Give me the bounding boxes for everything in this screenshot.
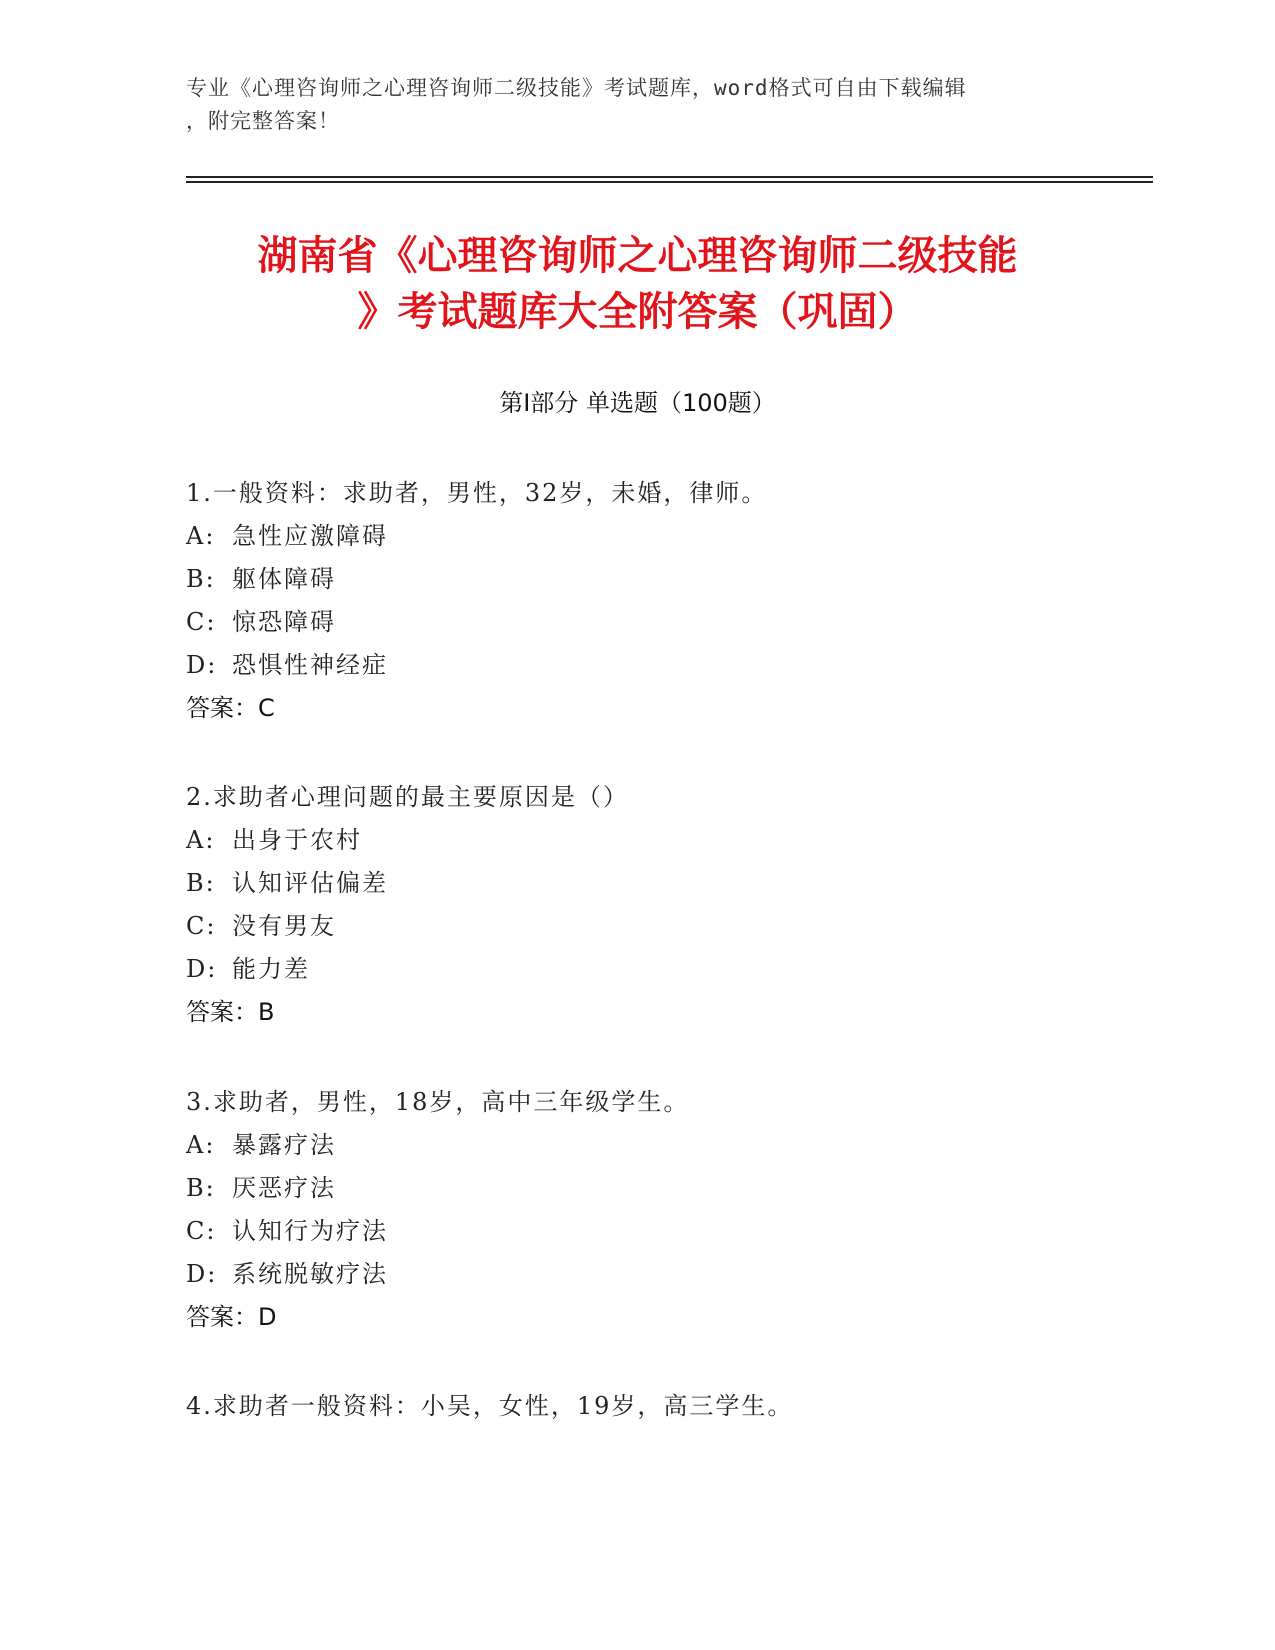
option-c [186,605,336,639]
option-text: 急性应激障碍 [232,522,388,550]
option-text: 躯体障碍 [232,565,336,593]
option-label: B: [186,565,216,593]
option-d [186,952,310,986]
document-title-line-1: 湖南省《心理咨询师之心理咨询师二级技能 [257,233,1018,279]
answer-line: 答案：C [186,694,275,722]
option-a [186,1128,336,1162]
option-d [186,1257,388,1291]
option-text: 系统脱敏疗法 [232,1260,388,1288]
option-label: B: [186,1174,216,1202]
question-stem: 2.求助者心理问题的最主要原因是（） [186,783,629,811]
option-text: 厌恶疗法 [232,1174,336,1202]
option-text: 认知行为疗法 [232,1217,388,1245]
section-heading: 第Ⅰ部分 单选题（100题） [499,389,776,417]
option-label: A: [186,522,216,550]
header-note [186,72,1066,138]
header-divider-bottom [186,181,1153,183]
document-title-line-2: 》考试题库大全附答案（巩固） [357,289,918,335]
option-c [186,909,336,943]
question-stem: 4.求助者一般资料：小吴，女性，19岁，高三学生。 [186,1392,794,1420]
option-a [186,823,362,857]
option-label: C: [186,608,217,636]
header-note-line-1: 专业《心理咨询师之心理咨询师二级技能》考试题库，word格式可自由下载编辑 [186,76,967,100]
option-text: 没有男友 [232,912,336,940]
header-note-line-2: ，附完整答案！ [186,109,340,133]
option-text: 认知评估偏差 [232,869,388,897]
document-title [150,228,1125,340]
option-text: 暴露疗法 [232,1131,336,1159]
option-b [186,866,388,900]
option-c [186,1214,388,1248]
option-b [186,562,336,596]
answer-line: 答案：D [186,1303,277,1331]
option-text: 出身于农村 [232,826,362,854]
option-text: 惊恐障碍 [232,608,336,636]
option-text: 恐惧性神经症 [232,651,388,679]
option-label: C: [186,912,217,940]
option-label: C: [186,1217,217,1245]
answer-line: 答案：B [186,998,275,1026]
option-label: D: [186,1260,218,1288]
option-label: A: [186,1131,216,1159]
question-stem: 3.求助者，男性，18岁，高中三年级学生。 [186,1088,690,1116]
option-label: D: [186,955,218,983]
option-label: A: [186,826,216,854]
option-label: D: [186,651,218,679]
header-divider-top [186,176,1153,178]
option-d [186,648,388,682]
option-text: 能力差 [232,955,310,983]
option-b [186,1171,336,1205]
option-a [186,519,388,553]
question-stem: 1.一般资料：求助者，男性，32岁，未婚，律师。 [186,479,768,507]
option-label: B: [186,869,216,897]
